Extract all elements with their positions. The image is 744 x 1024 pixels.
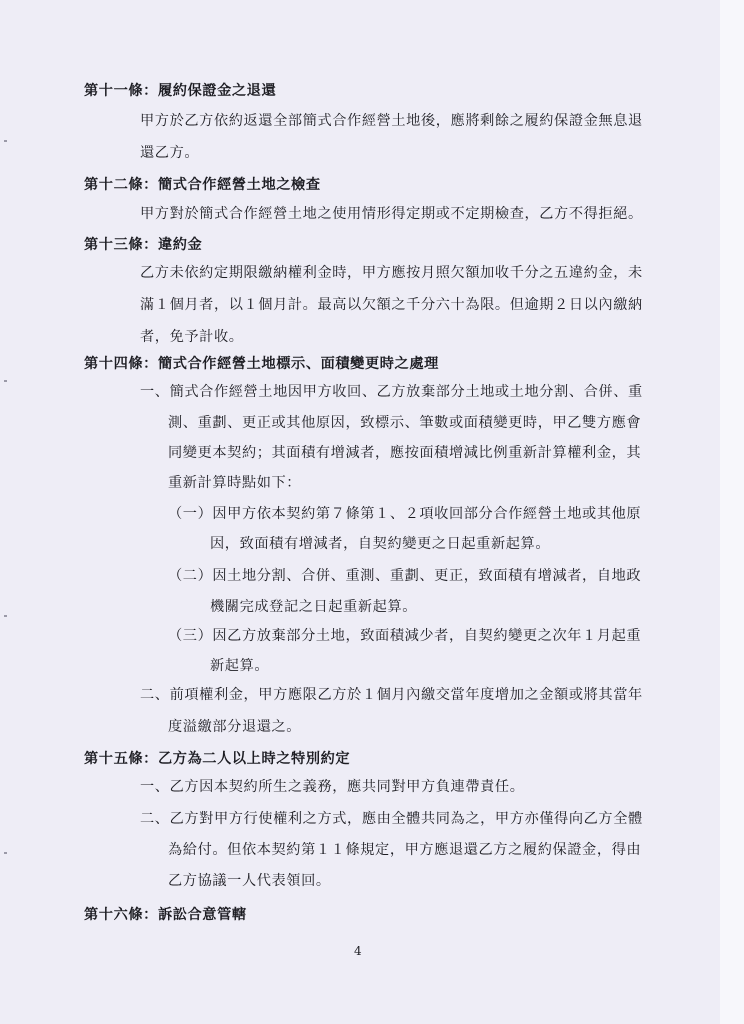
text-line: 度溢繳部分退還之。	[168, 719, 302, 735]
text-line: 二、前項權利金，甲方應限乙方於１個月內繳交當年度增加之金額或將其當年	[140, 687, 643, 703]
article-heading: 第十六條：訴訟合意管轄	[84, 907, 247, 923]
scan-edge	[720, 0, 744, 1024]
page-number: 4	[354, 944, 363, 958]
text-line: 測、重劃、更正或其他原因，致標示、筆數或面積變更時，甲乙雙方應會	[168, 415, 642, 431]
article-heading: 第十三條：違約金	[84, 237, 203, 253]
article-heading: 第十一條：履約保證金之退還	[84, 83, 277, 99]
text-line: 者，免予計收。	[140, 329, 244, 345]
text-line: 新起算。	[210, 658, 270, 674]
text-line: 為給付。但依本契約第１１條規定，甲方應退還乙方之履約保證金，得由	[168, 842, 642, 858]
text-line: 一、簡式合作經營土地因甲方收回、乙方放棄部分土地或土地分割、合併、重	[140, 384, 643, 400]
text-line: 甲方於乙方依約返還全部簡式合作經營土地後，應將剩餘之履約保證金無息退	[140, 113, 643, 129]
text-line: 滿１個月者，以１個月計。最高以欠額之千分六十為限。但逾期２日以內繳納	[140, 297, 643, 313]
text-line: （三）因乙方放棄部分土地，致面積減少者，自契約變更之次年１月起重	[168, 628, 642, 644]
text-line: 甲方對於簡式合作經營土地之使用情形得定期或不定期檢查，乙方不得拒絕。	[140, 206, 643, 222]
hole-mark	[4, 852, 7, 854]
text-line: 乙方未依約定期限繳納權利金時，甲方應按月照欠額加收千分之五違約金，未	[140, 265, 643, 281]
article-heading: 第十四條：簡式合作經營土地標示、面積變更時之處理	[84, 356, 439, 372]
hole-mark	[4, 615, 7, 617]
text-line: （二）因土地分割、合併、重測、重劃、更正，致面積有增減者，自地政	[168, 568, 642, 584]
text-line: 同變更本契約；其面積有增減者，應按面積增減比例重新計算權利金，其	[168, 445, 642, 461]
text-line: 一、乙方因本契約所生之義務，應共同對甲方負連帶責任。	[140, 779, 525, 795]
text-line: （一）因甲方依本契約第７條第１、２項收回部分合作經營土地或其他原	[168, 506, 642, 522]
hole-mark	[4, 140, 7, 142]
hole-mark	[4, 380, 7, 382]
text-line: 重新計算時點如下：	[168, 475, 302, 491]
text-line: 機關完成登記之日起重新起算。	[210, 599, 418, 615]
article-heading: 第十二條：簡式合作經營土地之檢查	[84, 177, 321, 193]
article-heading: 第十五條：乙方為二人以上時之特別約定	[84, 751, 351, 767]
text-line: 乙方協議一人代表領回。	[168, 873, 331, 889]
text-line: 二、乙方對甲方行使權利之方式，應由全體共同為之，甲方亦僅得向乙方全體	[140, 811, 643, 827]
text-line: 因，致面積有增減者，自契約變更之日起重新起算。	[210, 536, 551, 552]
text-line: 還乙方。	[140, 145, 200, 161]
